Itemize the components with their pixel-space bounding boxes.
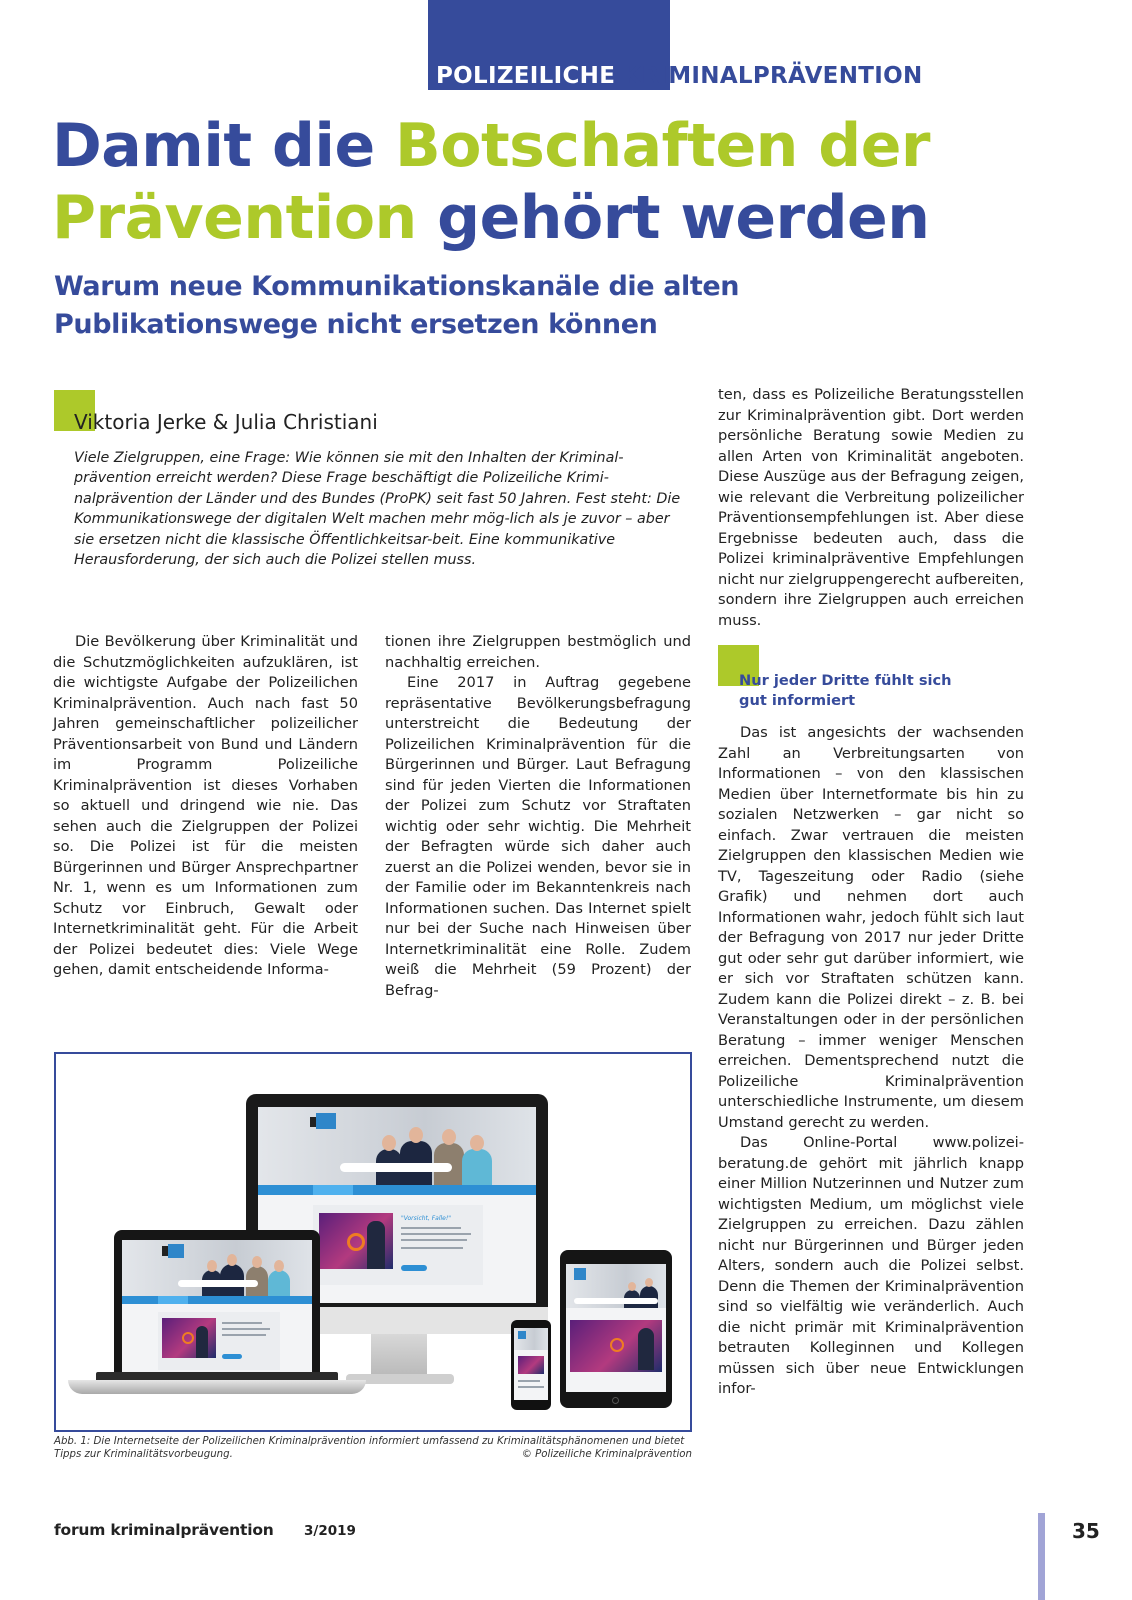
paragraph: Das Online-Portal www.polizei-beratung.de gehört mit jährlich knapp einer Million Nutzerinnen und Nutzer zum wichtigsten Medium, um möglichst viele Zielgruppen zu erreichen. Dazu zählen nicht nur Bürgerinnen und Bürger jeden Alters, sondern auch die Polizei selbst. Denn die Themen der Kriminalprävention sind so vielfältig wie veränderlich. Auch die nicht primär mit Kriminalprävention betrauten Kolleginnen und Kollegen müssen sich über neue Entwicklungen infor-	[718, 1134, 1024, 1397]
website-hero	[122, 1240, 312, 1296]
subtitle-line-1: Warum neue Kommunikationskanäle die alten	[54, 271, 740, 302]
paragraph: tionen ihre Zielgruppen bestmöglich und nachhaltig erreichen.	[385, 633, 691, 671]
paragraph: ten, dass es Polizeiliche Beratungsstellen zur Kriminalprävention gibt. Dort werden persönliche Beratung sowie Medien zu allen Arten von Kriminalität angeboten. Diese Auszüge aus der Befragung zeigen, wie relevant die Verbreitung polizeilicher Präventionsempfehlungen ist. Aber diese Ergebnisse bedeuten auch, dass die Polizei kriminalpräventive Empfehlungen nicht nur zielgruppengerecht aufbereiten, sondern ihre Zielgruppen auch erreichen muss.	[718, 386, 1024, 629]
subsection-heading-block	[718, 631, 1024, 723]
laptop-base	[68, 1380, 366, 1394]
hero-people-image	[370, 1123, 498, 1185]
article-subtitle	[54, 268, 954, 344]
title-part-3: Prävention	[52, 183, 417, 253]
section-label-part1: POLIZEILICHE	[428, 62, 619, 90]
paragraph: Eine 2017 in Auftrag gegebene repräsentative Bevölkerungsbefragung unterstreicht die Bedeutung der Polizeilichen Kriminalprävention für die Bürgerinnen und Bürger. Laut Befragung sind für jeden Vierten die Informationen der Polizei zum Schutz vor Straftaten wichtig oder sehr wichtig. Die Mehrheit der Befragten würde sich daher auch zuerst an die Polizei wenden, bevor sie in der Familie oder im Bekanntenkreis nach Informationen suchen. Das Internet spielt nur bei der Suche nach Hinweisen über Internetkriminalität eine Rolle. Zudem weiß die Mehrheit (59 Prozent) der Befrag-	[385, 674, 691, 999]
monitor-stand	[371, 1334, 427, 1378]
tablet-home-button	[612, 1397, 619, 1404]
logo-badge-icon	[316, 1113, 336, 1129]
article-lead: Viele Zielgruppen, eine Frage: Wie können sie mit den Inhalten der Kriminal-prävention erreicht werden? Diese Frage beschäftigt die Polizeiliche Krimi-nalprävention der Länder und des Bundes (ProPK) seit fast 50 Jahren. Fest steht: Die Kommunikationswege der digitalen Welt machen mehr mög-lich als je zuvor – aber sie ersetzen nicht die klassische Öffentlichkeitsar-beit. Eine kommunikative Herausforderung, der sich auch die Polizei stellen muss.	[74, 450, 681, 569]
teaser-button	[401, 1265, 427, 1271]
teaser-title: "Vorsicht, Falle!"	[401, 1215, 452, 1222]
paragraph: Das ist angesichts der wachsenden Zahl an Verbreitungsarten von Informationen – von den klassischen Medien über Internetformate bis hin zu sozialen Netzwerken – gar nicht so einfach. Zwar vertrauen die meisten Zielgruppen den klassischen Medien wie TV, Tageszeitung oder Radio (siehe Grafik) und nehmen dort auch Informationen wahr, jedoch fühlt sich laut der Befragung von 2017 nur jeder Dritte gut oder sehr gut darüber informiert, wie er sich vor Straftaten schützen kann. Zudem kann die Polizei direkt – z. B. bei Veranstaltungen oder in der persönlichen Beratung – immer weniger Menschen erreichen. Dementsprechend nutzt die Polizeiliche Kriminalprävention unterschiedliche Instrumente, um diesem Umstand gerecht zu werden.	[718, 724, 1024, 1131]
tablet	[560, 1250, 672, 1408]
body-column-3	[718, 385, 1024, 1400]
website-teaser	[313, 1205, 483, 1285]
smartphone	[511, 1320, 551, 1410]
figure-caption	[54, 1435, 692, 1461]
website-hero	[258, 1107, 536, 1185]
footer-issue: 3/2019	[304, 1523, 356, 1539]
subsection-heading-line-2: gut informiert	[739, 692, 856, 709]
teaser-thumbnail	[319, 1213, 393, 1269]
subsection-heading-line-1: Nur jeder Dritte fühlt sich	[739, 672, 952, 689]
website-nav-bar	[258, 1185, 536, 1195]
section-label-part2: KRIMINALPRÄVENTION	[623, 63, 923, 89]
title-part-4: gehört werden	[416, 183, 930, 253]
body-column-1	[53, 632, 358, 981]
author-byline: Viktoria Jerke & Julia Christiani	[74, 410, 378, 434]
page-number: 35	[1072, 1519, 1100, 1543]
figure-devices-mockup	[54, 1052, 692, 1432]
laptop	[114, 1230, 320, 1380]
section-label	[428, 62, 923, 90]
subtitle-line-2: Publikationswege nicht ersetzen können	[54, 309, 658, 340]
tablet-screen	[566, 1264, 666, 1392]
footer-accent-bar	[1038, 1513, 1045, 1600]
figure-credit: © Polizeiliche Kriminalprävention	[521, 1449, 692, 1460]
title-part-1: Damit die	[52, 111, 396, 181]
phone-screen	[514, 1328, 548, 1400]
website-search-bar	[340, 1163, 452, 1172]
footer-publication-name: forum kriminalprävention	[54, 1521, 274, 1539]
paragraph: Die Bevölkerung über Kriminalität und die Schutzmöglichkeiten aufzuklären, ist die wichtigste Aufgabe der Polizeilichen Kriminalprävention. Auch nach fast 50 Jahren gemeinschaftlicher polizeilicher Präventionsarbeit von Bund und Ländern im Programm Polizeiliche Kriminalprävention ist dieses Vorhaben so aktuell und dringend wie nie. Das sehen auch die Zielgruppen der Polizei so. Die Polizei ist für die meisten Bürgerinnen und Bürger Ansprechpartner Nr. 1, wenn es um Informationen zum Schutz vor Einbruch, Gewalt oder Internetkriminalität geht. Für die Arbeit der Polizei bedeutet dies: Viele Wege gehen, damit entscheidende Informa-	[53, 633, 358, 978]
laptop-screen	[122, 1240, 312, 1380]
body-column-2	[385, 632, 691, 1001]
article-title	[52, 110, 1052, 254]
caption-text: Abb. 1: Die Internetseite der Polizeilichen Kriminalprävention informiert umfassend zu Kriminalitätsphänomenen und bietet Tipps zur Kriminalitätsvorbeugung.	[54, 1436, 685, 1460]
title-part-2: Botschaften der	[395, 111, 930, 181]
subsection-heading	[718, 671, 952, 711]
